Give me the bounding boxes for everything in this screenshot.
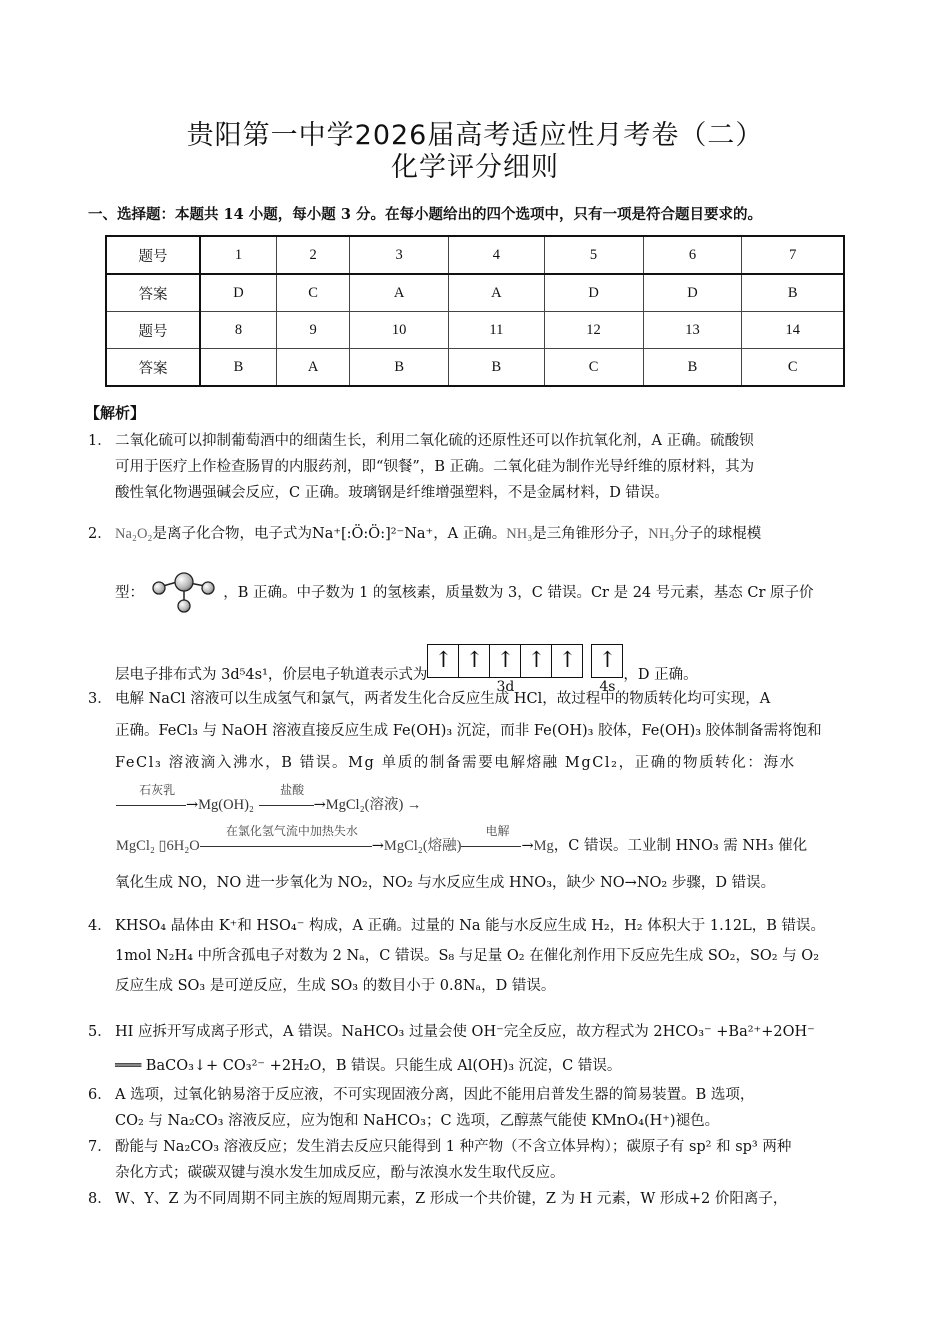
text-line: HI 应拆开写成离子形式，A 错误。NaHCO₃ 过量会使 OH⁻完全反应，故方程式为 2HCO₃⁻ +Ba²⁺+2OH⁻ xyxy=(115,1024,815,1040)
table-cell: D xyxy=(544,274,643,312)
table-row xyxy=(106,236,844,274)
table-cell: 3 xyxy=(350,236,449,274)
item-number: 4． xyxy=(88,918,112,934)
arrow-label: 石灰乳 xyxy=(139,783,176,797)
table-cell: B xyxy=(200,349,276,387)
table-cell: B xyxy=(449,349,545,387)
orbital-box-3d: ↑ xyxy=(427,644,459,678)
item-number: 6． xyxy=(88,1087,112,1103)
text-span: 是三角锥形分子， xyxy=(532,526,649,542)
table-cell: 4 xyxy=(449,236,545,274)
row-label: 题号 xyxy=(106,236,200,274)
reaction-arrow: 石灰乳 → xyxy=(116,792,198,818)
orbital-box-3d: ↑ xyxy=(490,644,521,678)
table-cell: 8 xyxy=(200,312,276,349)
table-cell: 5 xyxy=(544,236,643,274)
arrow-label: 盐酸 xyxy=(280,783,305,797)
text-span: ，C 错误。工业制 HNO₃ 需 NH₃ 催化 xyxy=(553,838,808,854)
text-line: 杂化方式；碳碳双键与溴水发生加成反应，酚与浓溴水发生取代反应。 xyxy=(115,1165,565,1181)
analysis-item-1 xyxy=(88,428,866,506)
equation-line-2 xyxy=(88,824,866,859)
text-line: FeCl₃ 溶液滴入沸水，B 错误。Mg 单质的制备需要电解熔融 MgCl₂，正确的物质转化：海水 xyxy=(115,755,796,771)
reactant: MgCl₂ ▯6H₂O xyxy=(116,838,200,854)
table-cell: 2 xyxy=(276,236,349,274)
page-subtitle: 化学评分细则 xyxy=(391,152,559,183)
table-cell: 10 xyxy=(350,312,449,349)
table-cell: C xyxy=(276,274,349,312)
analysis-item-2-line3 xyxy=(88,636,866,695)
table-row xyxy=(106,349,844,387)
table-cell: 7 xyxy=(742,236,844,274)
item-number: 3． xyxy=(88,691,112,707)
text-line: 二氧化硫可以抑制葡萄酒中的细菌生长，利用二氧化硫的还原性还可以作抗氧化剂，A 正确。硫酸钡 xyxy=(115,433,754,449)
orbital-label-4s: 4s xyxy=(599,679,616,695)
nh3-ball-stick-model-icon xyxy=(149,572,219,614)
analysis-heading: 【解析】 xyxy=(85,404,146,422)
analysis-item-3-last xyxy=(88,870,866,896)
table-cell: D xyxy=(643,274,742,312)
product: Mg(OH)₂ xyxy=(198,797,254,813)
table-cell: 9 xyxy=(276,312,349,349)
table-cell: D xyxy=(200,274,276,312)
table-row xyxy=(106,312,844,349)
text-line: 可用于医疗上作检查肠胃的内服药剂，即“钡餐”，B 正确。二氧化硅为制作光导纤维的原材料，其为 xyxy=(115,459,755,475)
arrow-label: 在氯化氢气流中加热失水 xyxy=(225,824,358,838)
formula-nh3: NH₃ xyxy=(506,526,533,542)
text-line: 酚能与 Na₂CO₃ 溶液反应；发生消去反应只能得到 1 种产物（不含立体异构）；碳原子有 sp² 和 sp³ 两种 xyxy=(115,1139,792,1155)
text-line: CO₂ 与 Na₂CO₃ 溶液反应，应为饱和 NaHCO₃；C 选项，乙醇蒸气能使 KMnO₄(H⁺)褪色。 xyxy=(115,1113,720,1129)
item-number: 8． xyxy=(88,1191,112,1207)
analysis-item-3 xyxy=(88,683,866,779)
table-cell: 11 xyxy=(449,312,545,349)
text-span: ，A 正确。 xyxy=(433,526,507,542)
analysis-item-2 xyxy=(88,521,866,547)
row-label: 答案 xyxy=(106,274,200,312)
analysis-item-5 xyxy=(88,1015,866,1083)
analysis-item-4 xyxy=(88,911,866,1001)
orbital-label-3d: 3d xyxy=(496,679,515,695)
text-line: W、Y、Z 为不同周期不同主族的短周期元素，Z 形成一个共价键，Z 为 H 元素，W 形成+2 价阳离子， xyxy=(115,1191,788,1207)
table-cell: A xyxy=(276,349,349,387)
product: Mg xyxy=(533,838,554,854)
table-row xyxy=(106,274,844,312)
text-span: ，B 正确。中子数为 1 的氢核素，质量数为 3，C 错误。Cr 是 24 号元素，基态 Cr 原子价 xyxy=(223,585,814,601)
text-line: 正确。FeCl₃ 与 NaOH 溶液直接反应生成 Fe(OH)₃ 沉淀，而非 Fe(OH)₃ 胶体，Fe(OH)₃ 胶体制备需将饱和 xyxy=(115,723,822,739)
text-line: ═══ BaCO₃↓+ CO₃²⁻ +2H₂O，B 错误。只能生成 Al(OH)₃ 沉淀，C 错误。 xyxy=(115,1058,622,1074)
orbital-box-3d: ↑ xyxy=(459,644,490,678)
reaction-arrow: 盐酸 → xyxy=(259,792,326,818)
analysis-item-8 xyxy=(88,1186,866,1212)
table-cell: 6 xyxy=(643,236,742,274)
electron-formula: Na⁺[:Ö:Ö:]²⁻Na⁺ xyxy=(312,526,434,542)
reaction-arrow: 电解 → xyxy=(461,833,533,859)
text-span: 型： xyxy=(115,585,144,601)
section-heading: 一、选择题：本题共 14 小题，每小题 3 分。在每小题给出的四个选项中，只有一项是符合题目要求的。 xyxy=(88,206,762,223)
table-cell: 1 xyxy=(200,236,276,274)
table-cell: 14 xyxy=(742,312,844,349)
text-span: 分子的球棍模 xyxy=(674,526,762,542)
text-line: 酸性氧化物遇强碱会反应，C 正确。玻璃钢是纤维增强塑料，不是金属材料，D 错误。 xyxy=(115,485,669,501)
reaction-arrow: 在氯化氢气流中加热失水 → xyxy=(200,833,384,859)
analysis-item-2-line2 xyxy=(88,572,866,614)
table-cell: A xyxy=(449,274,545,312)
product: MgCl₂(溶液) → xyxy=(325,797,422,813)
table-cell: B xyxy=(742,274,844,312)
text-line: 氧化生成 NO，NO 进一步氧化为 NO₂，NO₂ 与水反应生成 HNO₃，缺少 NO→NO₂ 步骤，D 错误。 xyxy=(115,875,776,891)
page-title: 贵阳第一中学2026届高考适应性月考卷（二） xyxy=(186,120,764,151)
item-number: 7． xyxy=(88,1139,112,1155)
row-label: 答案 xyxy=(106,349,200,387)
item-number: 1． xyxy=(88,433,112,449)
row-label: 题号 xyxy=(106,312,200,349)
orbital-box-3d: ↑ xyxy=(552,644,583,678)
text-line: KHSO₄ 晶体由 K⁺和 HSO₄⁻ 构成，A 正确。过量的 Na 能与水反应生成 H₂，H₂ 体积大于 1.12L，B 错误。 xyxy=(115,918,826,934)
equation-line-1 xyxy=(88,783,866,818)
product: MgCl₂(熔融) xyxy=(383,838,462,854)
text-line: 反应生成 SO₃ 是可逆反应，生成 SO₃ 的数目小于 0.8Nₐ，D 错误。 xyxy=(115,978,556,994)
analysis-item-6 xyxy=(88,1082,866,1134)
table-cell: A xyxy=(350,274,449,312)
table-cell: C xyxy=(544,349,643,387)
analysis-item-7 xyxy=(88,1134,866,1186)
item-number: 2． xyxy=(88,526,112,542)
text-span: 是离子化合物，电子式为 xyxy=(152,526,312,542)
table-cell: C xyxy=(742,349,844,387)
table-cell: 13 xyxy=(643,312,742,349)
arrow-label: 电解 xyxy=(485,824,510,838)
orbital-box-4s: ↑ xyxy=(591,644,623,678)
formula-na2o2: Na₂O₂ xyxy=(115,526,153,542)
text-line: 电解 NaCl 溶液可以生成氢气和氯气，两者发生化合反应生成 HCl，故过程中的物质转化均可实现，A xyxy=(115,691,771,707)
text-span: ，D 正确。 xyxy=(623,667,698,683)
text-span: 层电子排布式为 3d⁵4s¹，价层电子轨道表示式为 xyxy=(115,667,428,683)
answer-table xyxy=(105,235,845,387)
table-cell: 12 xyxy=(544,312,643,349)
item-number: 5． xyxy=(88,1024,112,1040)
table-cell: B xyxy=(643,349,742,387)
text-line: 1mol N₂H₄ 中所含孤电子对数为 2 Nₐ，C 错误。S₈ 与足量 O₂ 在催化剂作用下反应先生成 SO₂，SO₂ 与 O₂ xyxy=(115,948,820,964)
text-line: A 选项，过氧化钠易溶于反应液，不可实现固液分离，因此不能用启普发生器的简易装置。B 选项， xyxy=(115,1087,755,1103)
table-cell: B xyxy=(350,349,449,387)
formula-nh3: NH₃ xyxy=(648,526,675,542)
orbital-box-3d: ↑ xyxy=(521,644,552,678)
